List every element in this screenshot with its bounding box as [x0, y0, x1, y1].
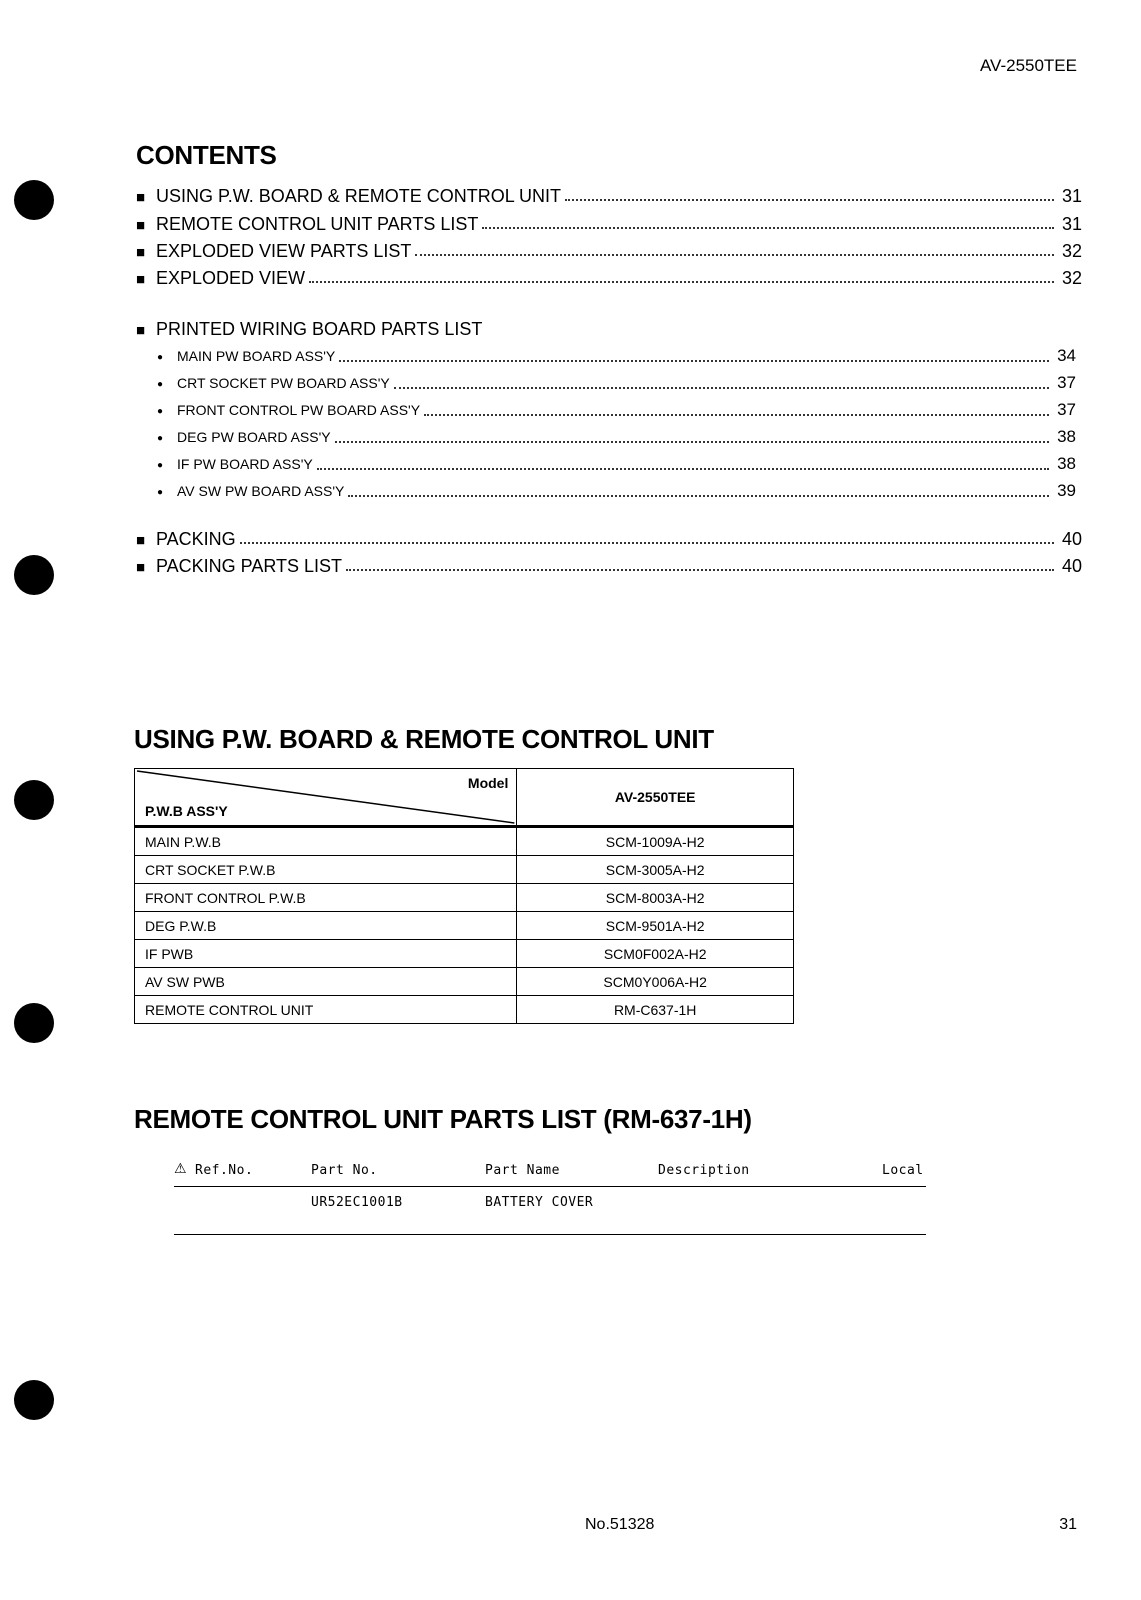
toc-entry-page: 31	[1061, 214, 1082, 234]
toc-entry-label: FRONT CONTROL PW BOARD ASS'Y	[177, 402, 421, 418]
round-bullet-icon: ●	[157, 433, 164, 444]
table-header-pwb-label: P.W.B ASS'Y	[145, 803, 228, 819]
round-bullet-icon: ●	[157, 460, 164, 471]
table-row	[135, 856, 794, 884]
punch-hole-icon	[14, 780, 54, 820]
dot-leader	[309, 281, 1054, 283]
parts-part-no-cell: UR52EC1001B	[311, 1195, 403, 1210]
toc-entry-page: 38	[1057, 454, 1076, 473]
square-bullet-icon: ■	[136, 322, 146, 339]
dot-leader	[424, 414, 1049, 416]
pwb-part-cell: RM-C637-1H	[517, 996, 794, 1024]
header-model-number: AV-2550TEE	[979, 56, 1077, 75]
toc-entry-label: EXPLODED VIEW PARTS LIST	[156, 241, 412, 261]
table-header-model-label: Model	[467, 775, 509, 791]
using-pwb-title: USING P.W. BOARD & REMOTE CONTROL UNIT	[134, 724, 714, 754]
dot-leader	[339, 360, 1049, 362]
toc-entry-page: 31	[1061, 186, 1082, 206]
table-row	[135, 996, 794, 1024]
square-bullet-icon: ■	[136, 189, 146, 206]
toc-heading-label: PRINTED WIRING BOARD PARTS LIST	[156, 319, 483, 339]
toc-entry[interactable]	[136, 237, 1082, 265]
toc-entry-page: 39	[1057, 481, 1076, 500]
pwb-assy-cell: IF PWB	[135, 940, 517, 968]
pwb-part-cell: SCM0F002A-H2	[517, 940, 794, 968]
toc-entry-page: 38	[1057, 427, 1076, 446]
round-bullet-icon: ●	[157, 487, 164, 498]
square-bullet-icon: ■	[136, 559, 146, 576]
round-bullet-icon: ●	[157, 406, 164, 417]
pwb-assy-cell: AV SW PWB	[135, 968, 517, 996]
toc-entry[interactable]	[136, 210, 1082, 238]
dot-leader	[346, 569, 1054, 571]
toc-entry-label: PACKING PARTS LIST	[156, 556, 343, 576]
round-bullet-icon: ●	[157, 352, 164, 363]
toc-entry-page: 34	[1057, 346, 1076, 365]
toc-entry-label: PACKING	[156, 529, 236, 549]
table-row	[135, 940, 794, 968]
column-ref-no: Ref.No.	[195, 1163, 254, 1178]
parts-header-rule	[174, 1186, 926, 1187]
table-header-row	[135, 769, 794, 827]
toc-entry-label: EXPLODED VIEW	[156, 268, 306, 288]
pwb-assy-table	[134, 768, 794, 1024]
document-number: No.51328	[585, 1516, 655, 1533]
toc-entry-label: IF PW BOARD ASS'Y	[177, 456, 313, 472]
toc-sub-entry[interactable]	[157, 396, 1076, 424]
dot-leader	[335, 441, 1049, 443]
dot-leader	[317, 468, 1049, 470]
column-part-name: Part Name	[485, 1163, 560, 1178]
punch-hole-icon	[14, 555, 54, 595]
remote-parts-title: REMOTE CONTROL UNIT PARTS LIST (RM-637-1H)	[134, 1104, 752, 1134]
toc-entry-page: 37	[1057, 400, 1076, 419]
toc-entry-page: 32	[1061, 268, 1082, 288]
column-description: Description	[658, 1163, 750, 1178]
toc-entry-label: USING P.W. BOARD & REMOTE CONTROL UNIT	[156, 186, 562, 206]
pwb-assy-cell: DEG P.W.B	[135, 912, 517, 940]
punch-hole-icon	[14, 180, 54, 220]
toc-sub-entry[interactable]	[157, 477, 1076, 505]
pwb-part-cell: SCM-8003A-H2	[517, 884, 794, 912]
toc-entry[interactable]	[136, 264, 1082, 292]
page-number: 31	[1059, 1516, 1077, 1533]
table-row	[135, 968, 794, 996]
pwb-part-cell: SCM-3005A-H2	[517, 856, 794, 884]
toc-sub-entry[interactable]	[157, 423, 1076, 451]
square-bullet-icon: ■	[136, 244, 146, 261]
toc-entry-page: 40	[1061, 556, 1082, 576]
toc-entry-page: 32	[1061, 241, 1082, 261]
dot-leader	[348, 495, 1049, 497]
table-row	[135, 884, 794, 912]
punch-hole-icon	[14, 1380, 54, 1420]
contents-title: CONTENTS	[136, 140, 277, 170]
pwb-assy-cell: REMOTE CONTROL UNIT	[135, 996, 517, 1024]
dot-leader	[394, 387, 1049, 389]
toc-entry[interactable]	[136, 552, 1082, 580]
toc-entry-page: 40	[1061, 529, 1082, 549]
parts-bottom-rule	[174, 1234, 926, 1235]
pwb-assy-cell: FRONT CONTROL P.W.B	[135, 884, 517, 912]
table-header-model-value: AV-2550TEE	[517, 769, 794, 827]
toc-entry-label: DEG PW BOARD ASS'Y	[177, 429, 331, 445]
dot-leader	[482, 227, 1054, 229]
toc-sub-entry[interactable]	[157, 450, 1076, 478]
square-bullet-icon: ■	[136, 532, 146, 549]
toc-entry-label: MAIN PW BOARD ASS'Y	[177, 348, 336, 364]
pwb-part-cell: SCM0Y006A-H2	[517, 968, 794, 996]
punch-hole-icon	[14, 1003, 54, 1043]
column-part-no: Part No.	[311, 1163, 378, 1178]
dot-leader	[240, 542, 1054, 544]
pwb-assy-cell: CRT SOCKET P.W.B	[135, 856, 517, 884]
toc-entry-label: AV SW PW BOARD ASS'Y	[177, 483, 345, 499]
toc-entry[interactable]	[136, 182, 1082, 210]
square-bullet-icon: ■	[136, 217, 146, 234]
pwb-part-cell: SCM-9501A-H2	[517, 912, 794, 940]
toc-entry[interactable]	[136, 525, 1082, 553]
dot-leader	[565, 199, 1054, 201]
parts-part-name-cell: BATTERY COVER	[485, 1195, 594, 1210]
pwb-part-cell: SCM-1009A-H2	[517, 827, 794, 856]
table-row	[135, 912, 794, 940]
table-row	[135, 827, 794, 856]
table-header-diagonal-cell	[135, 769, 517, 827]
round-bullet-icon: ●	[157, 379, 164, 390]
toc-entry-page: 37	[1057, 373, 1076, 392]
dot-leader	[415, 254, 1054, 256]
toc-entry-label: CRT SOCKET PW BOARD ASS'Y	[177, 375, 390, 391]
column-local: Local	[882, 1163, 924, 1178]
toc-sub-entry[interactable]	[157, 342, 1076, 370]
square-bullet-icon: ■	[136, 271, 146, 288]
pwb-assy-cell: MAIN P.W.B	[135, 827, 517, 856]
toc-sub-entry[interactable]	[157, 369, 1076, 397]
safety-warning-icon: ⚠	[174, 1161, 188, 1177]
toc-entry-label: REMOTE CONTROL UNIT PARTS LIST	[156, 214, 479, 234]
toc-pwb-heading	[136, 315, 1082, 343]
